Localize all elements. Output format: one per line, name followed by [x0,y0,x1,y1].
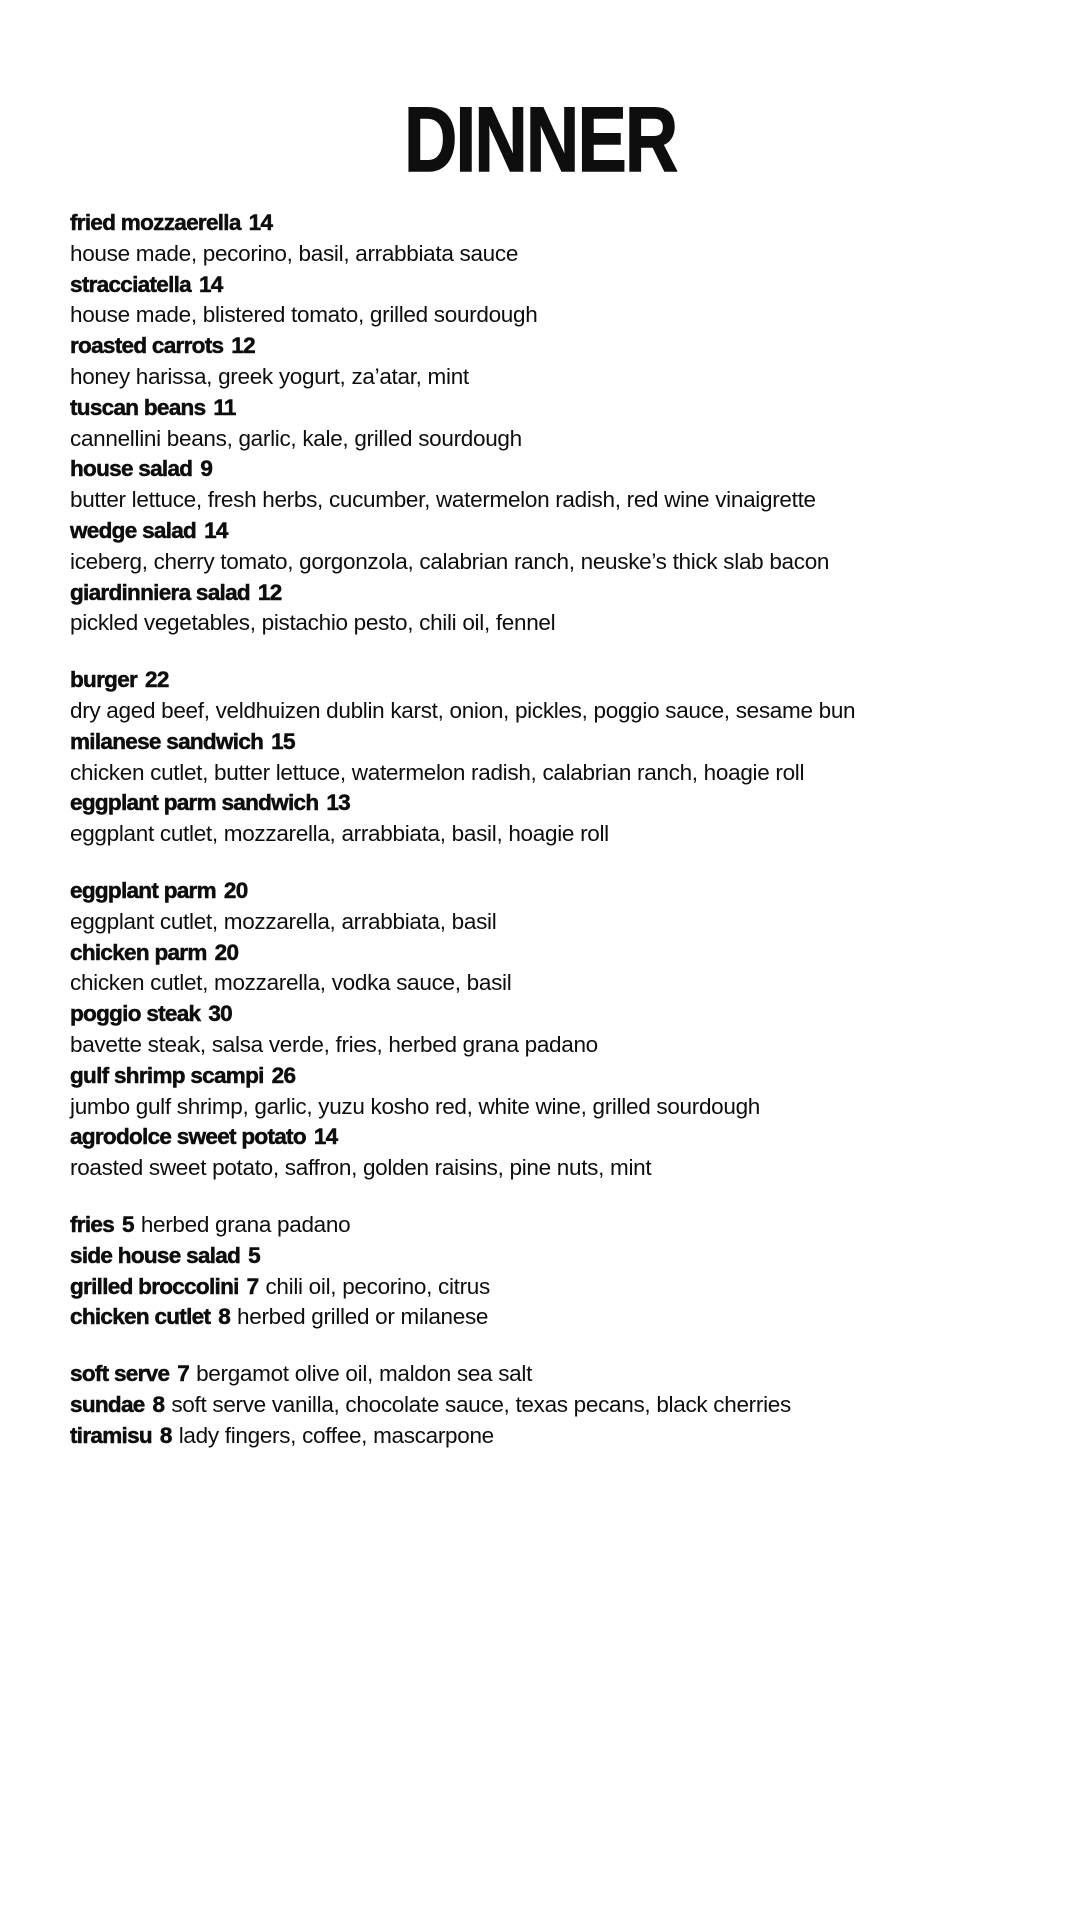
item-price: 12 [231,333,255,359]
menu-item-heading [70,208,1040,239]
item-name: giardinniera salad [70,579,250,605]
menu-item-heading [70,270,1040,301]
item-price: 26 [271,1062,296,1088]
item-description: iceberg, cherry tomato, gorgonzola, calabrian ranch, neuske’s thick slab bacon [70,548,830,574]
item-price: 11 [213,394,236,420]
item-price: 8 [159,1422,172,1448]
item-description: eggplant cutlet, mozzarella, arrabbiata, basil, hoagie roll [70,821,609,847]
menu-item-heading [70,727,1040,758]
item-price: 13 [326,790,350,816]
item-name: wedge salad [70,517,197,543]
item-description: roasted sweet potato, saffron, golden raisins, pine nuts, mint [70,1155,652,1181]
item-name: roasted carrots [70,333,224,359]
item-description: pickled vegetables, pistachio pesto, chili oil, fennel [70,610,556,636]
item-price: 22 [145,667,169,693]
item-price: 14 [198,271,223,297]
item-name: milanese sandwich [70,728,264,754]
item-name: house salad [70,456,193,482]
item-name: eggplant parm [70,877,216,903]
menu-item-line [70,1359,1040,1390]
item-price: 14 [248,210,273,235]
menu-item-line [70,1272,1040,1303]
menu-item-heading [70,999,1040,1030]
item-description: chicken cutlet, mozzarella, vodka sauce, basil [70,970,512,996]
item-description: chicken cutlet, butter lettuce, watermelon radish, calabrian ranch, hoagie roll [70,759,805,785]
menu-item-heading [70,516,1040,547]
menu-section-sandwiches [70,665,1040,850]
item-price: 30 [208,1001,232,1027]
menu-title-text: DINNER [403,89,677,191]
item-name: side house salad [70,1242,241,1268]
item-price: 9 [200,456,213,482]
menu-item-line [70,1421,1040,1452]
item-name: agrodolce sweet potato [70,1124,306,1150]
item-description: honey harissa, greek yogurt, za’atar, mint [70,363,469,389]
item-description: jumbo gulf shrimp, garlic, yuzu kosho red, white wine, grilled sourdough [70,1093,761,1119]
item-description: herbed grana padano [140,1211,351,1237]
item-name: soft serve [70,1361,170,1387]
item-price: 7 [177,1361,190,1387]
item-name: fries [70,1211,115,1237]
item-price: 15 [271,728,295,754]
menu-item-heading [70,665,1040,696]
item-name: fried mozzaerella [70,210,241,235]
item-description: house made, blistered tomato, grilled sourdough [70,302,538,328]
menu-section-starters-and-salads [70,208,1040,639]
menu-item-heading [70,454,1040,485]
item-description: herbed grilled or milanese [237,1304,489,1330]
menu-item-line [70,1241,1040,1272]
menu-section-desserts [70,1359,1040,1451]
menu-item-line [70,1302,1040,1333]
menu-item-line [70,1210,1040,1241]
menu-item-heading [70,876,1040,907]
item-description: butter lettuce, fresh herbs, cucumber, watermelon radish, red wine vinaigrette [70,487,816,513]
item-description: house made, pecorino, basil, arrabbiata sauce [70,240,519,266]
item-name: poggio steak [70,1001,201,1027]
menu-item-heading [70,578,1040,609]
menu-item-heading [70,331,1040,362]
item-price: 8 [152,1391,165,1417]
item-price: 7 [246,1273,259,1299]
item-name: stracciatella [70,271,191,297]
item-name: gulf shrimp scampi [70,1062,264,1088]
item-name: burger [70,667,138,693]
menu-item-heading [70,393,1040,424]
item-price: 5 [248,1242,260,1268]
item-price: 14 [313,1124,338,1150]
item-name: tuscan beans [70,394,206,420]
item-name: grilled broccolini [70,1273,239,1299]
menu-title [0,0,1080,191]
menu-item-line [70,1390,1040,1421]
menu-item-heading [70,1061,1040,1092]
item-description: lady fingers, coffee, mascarpone [178,1422,494,1448]
item-description: cannellini beans, garlic, kale, grilled sourdough [70,425,522,451]
item-price: 5 [121,1211,134,1237]
item-description: chili oil, pecorino, citrus [265,1273,490,1299]
item-name: tiramisu [70,1422,152,1448]
item-price: 8 [218,1304,231,1330]
item-price: 14 [204,517,228,543]
menu-item-heading [70,788,1040,819]
item-description: bavette steak, salsa verde, fries, herbed grana padano [70,1031,598,1057]
item-price: 20 [214,939,239,965]
item-description: eggplant cutlet, mozzarella, arrabbiata, basil [70,908,497,934]
item-description: dry aged beef, veldhuizen dublin karst, onion, pickles, poggio sauce, sesame bun [70,697,856,723]
item-price: 20 [223,877,248,903]
menu-section-sides [70,1210,1040,1333]
item-description: soft serve vanilla, chocolate sauce, texas pecans, black cherries [171,1391,791,1417]
item-name: chicken cutlet [70,1304,211,1330]
menu-section-mains [70,876,1040,1184]
item-price: 12 [257,579,282,605]
item-name: eggplant parm sandwich [70,790,319,816]
menu-item-heading [70,1122,1040,1153]
item-name: sundae [70,1391,145,1417]
menu-item-heading [70,938,1040,969]
item-name: chicken parm [70,939,207,965]
item-description: bergamot olive oil, maldon sea salt [196,1361,533,1387]
menu-sections [0,208,1080,1451]
